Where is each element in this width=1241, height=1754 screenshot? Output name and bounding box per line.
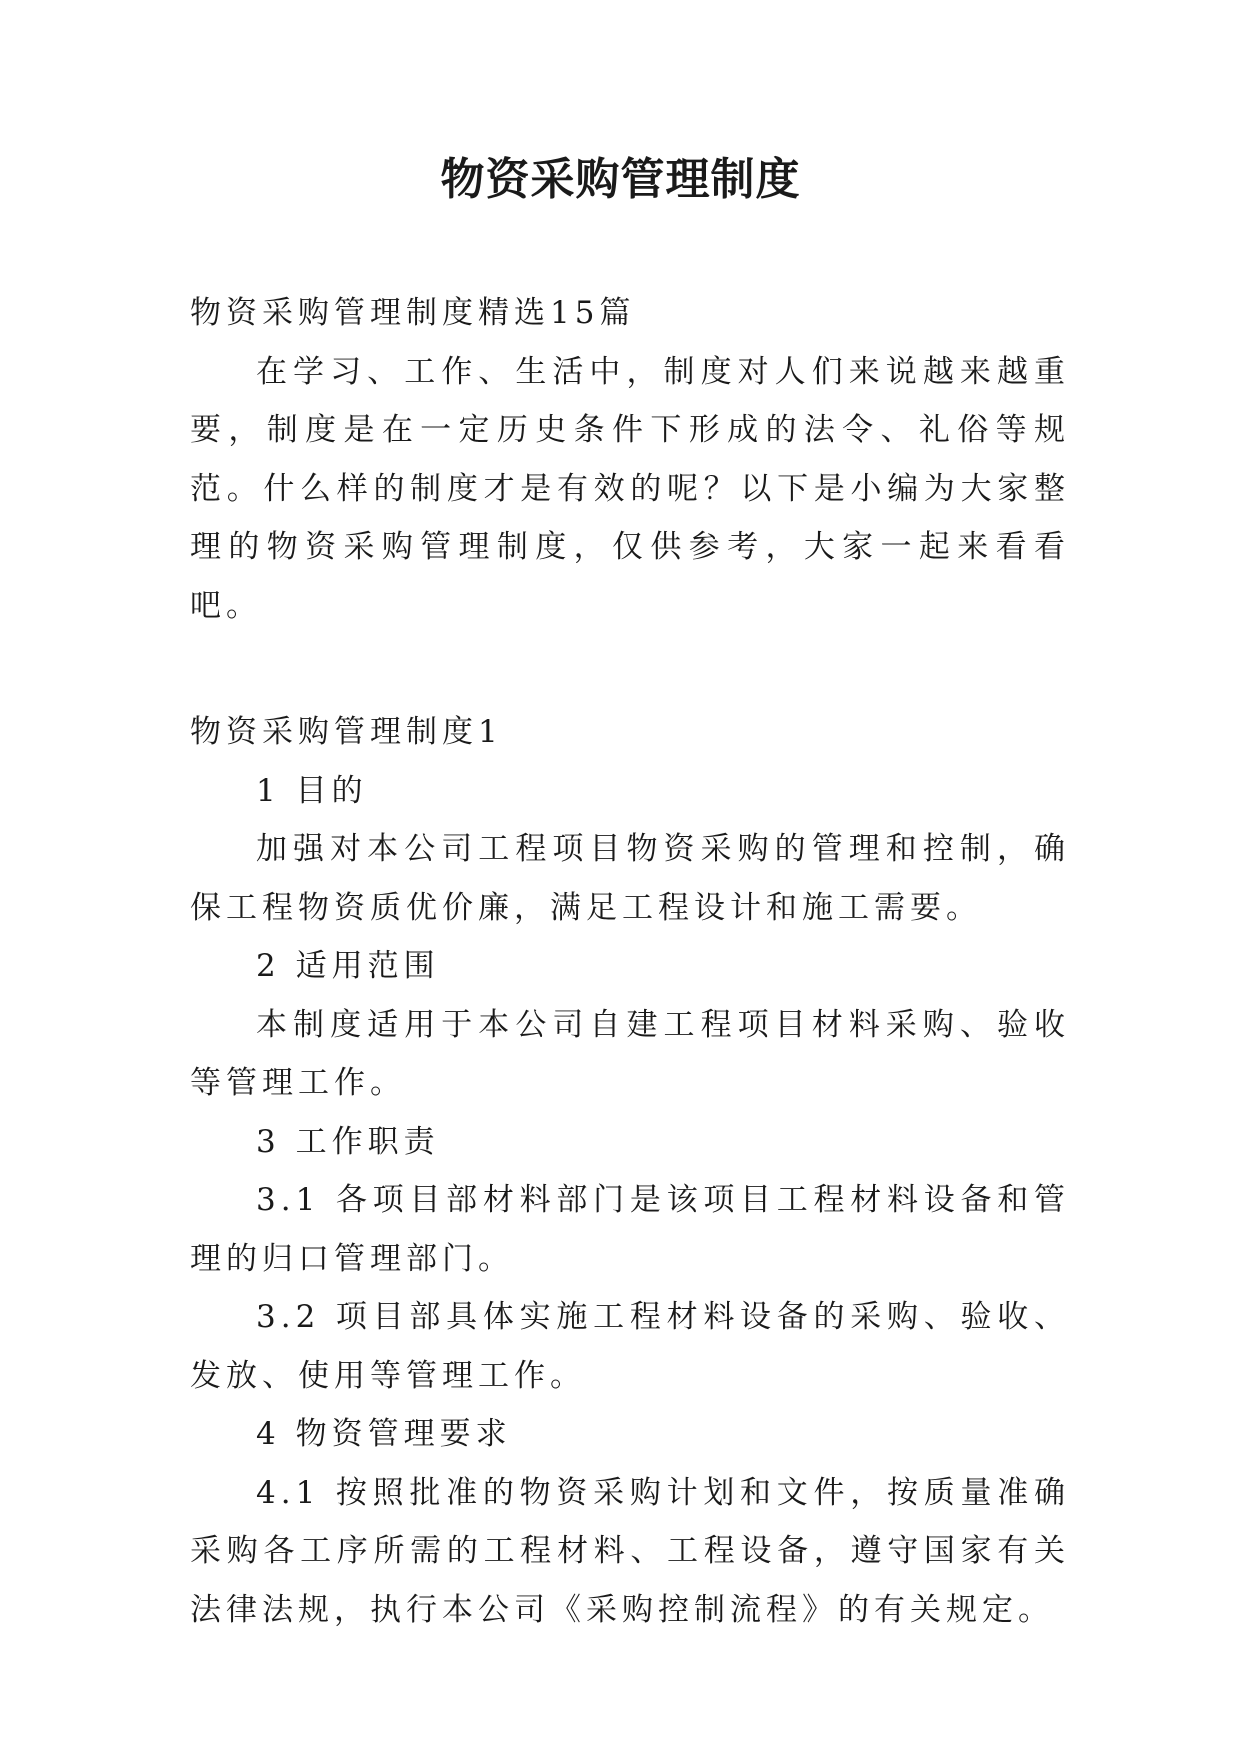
heading-responsibilities: 3 工作职责 — [256, 1123, 440, 1160]
heading-requirements: 4 物资管理要求 — [256, 1416, 512, 1452]
section-heading: 物资采购管理制度1 — [190, 714, 503, 750]
paragraph-purpose: 加强对本公司工程项目物资采购的管理和控制，确保工程物资质优价廉，满足工程设计和施工需要。 — [190, 831, 1070, 926]
heading-purpose: 1 目的 — [256, 772, 368, 809]
paragraph-scope: 本制度适用于本公司自建工程项目材料采购、验收等管理工作。 — [190, 1006, 1070, 1101]
document-body — [190, 284, 1070, 1639]
paragraph-requirement-4-1: 4.1 按照批准的物资采购计划和文件，按质量准确采购各工序所需的工程材料、工程设备，遵守国家有关法律法规，执行本公司《采购控制流程》的有关规定。 — [190, 1474, 1070, 1628]
paragraph-responsibility-3-1: 3.1 各项目部材料部门是该项目工程材料设备和管理的归口管理部门。 — [190, 1182, 1070, 1277]
intro-paragraph: 在学习、工作、生活中，制度对人们来说越来越重要，制度是在一定历史条件下形成的法令、礼俗等规范。什么样的制度才是有效的呢？以下是小编为大家整理的物资采购管理制度，仅供参考，大家一起来看看吧。 — [190, 353, 1070, 624]
document-subtitle: 物资采购管理制度精选15篇 — [190, 295, 636, 331]
heading-scope: 2 适用范围 — [256, 948, 440, 984]
section-spacer — [190, 635, 1070, 703]
paragraph-responsibility-3-2: 3.2 项目部具体实施工程材料设备的采购、验收、发放、使用等管理工作。 — [190, 1299, 1070, 1394]
document-title: 物资采购管理制度 — [440, 154, 801, 205]
